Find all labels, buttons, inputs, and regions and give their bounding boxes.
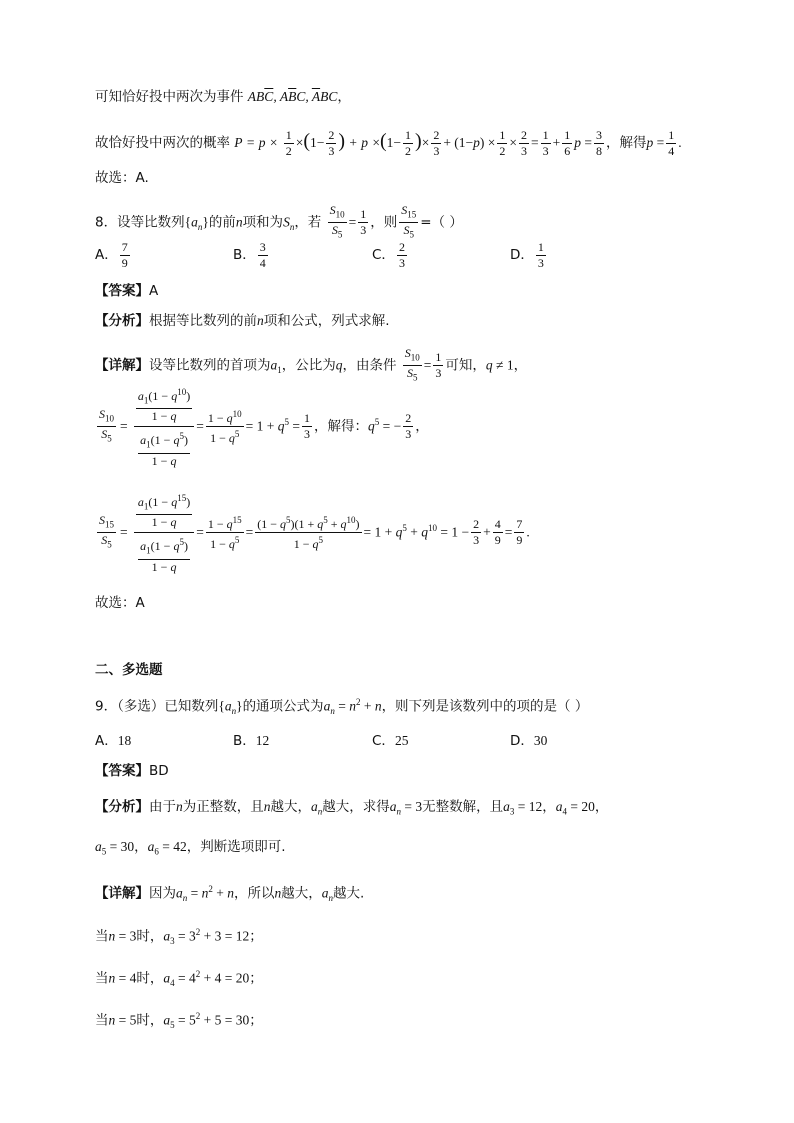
q9-stem: 9．（多选）已知数列$\{a_n\}$的通项公式为$a_n = n^2 + n$，则下列是该数列中的项的是（ ） <box>95 697 589 717</box>
q7-probability-line: 故恰好投中两次的概率 P = p × $\frac{1}{2}$ ×(1− $\frac{2}{3}$ ) + p ×(1− $\frac{1}{2}$ )× $\frac{2}{3}$ + (1−p) × $\frac{1}{2}$ × $\frac{2}{3}$ = $\frac{1}{3}$ + $\frac{1}{6}$ p = $\frac{3}{8}$ ，解得p = $\frac{1}{4}$ . <box>95 128 682 158</box>
q9-case-5: 当n = 5时，$a_5 = 5^2 + 5 = 30$； <box>95 1011 263 1031</box>
section-title: 二、多选题 <box>95 662 163 678</box>
q8-analysis-line: 【分析】根据等比数列的前n项和公式，列式求解. <box>95 313 390 329</box>
answer-tag: 【答案】 <box>95 763 149 779</box>
q9-analysis-line: 【分析】由于n为正整数，且n越大，$a_n$越大，求得$a_n = 3$无整数解，且$a_3 = 12$，$a_4 = 20$， <box>95 799 609 817</box>
q8-equation-2: $\frac{S_{15}}{S_5}$ = $\frac{\frac{a_1(1 - q^{15})}{1 - q}}{\frac{a_1(1 - q^5)}{1 - q}}$ = $\frac{1 - q^{15}}{1 - q^5}$ = $\frac{(1 - q^5)(1 + q^5 + q^{10})}{1 - q^5}$ = $1 + q^5 + q^{10} = 1$ − $\frac{2}{3}$ + $\frac{4}{9}$ = $\frac{7}{9}$ . <box>99 493 530 574</box>
q8-option-c[interactable]: C． $\frac{2}{3}$ <box>372 240 405 270</box>
q8-stem: 8．设等比数列$\{a_n\}$的前n项和为$S_n$，若 $\frac{S_{10}}{S_5}$ = $\frac{1}{3}$ ，则 $\frac{S_{15}}{S_5}$ =（ ） <box>95 203 463 240</box>
q9-option-d[interactable]: D．30 <box>510 733 548 749</box>
analysis-tag: 【分析】 <box>95 799 149 815</box>
q9-option-a[interactable]: A．18 <box>95 733 132 749</box>
detail-tag: 【详解】 <box>95 357 149 374</box>
q9-answer-line: 【答案】BD <box>95 763 169 779</box>
detail-tag: 【详解】 <box>95 885 149 902</box>
q8-detail-line: 【详解】设等比数列的首项为$a_1$，公比为q，由条件 $\frac{S_{10}}{S_5}$ = $\frac{1}{3}$ 可知，q ≠ 1， <box>95 346 528 383</box>
q9-option-c[interactable]: C．25 <box>372 733 409 749</box>
q9-detail-line: 【详解】因为$a_n = n^2 + n$，所以n越大，$a_n$越大. <box>95 884 365 904</box>
q9-case-3: 当n = 3时，$a_3 = 3^2 + 3 = 12$； <box>95 927 263 947</box>
q7-events-line: 可知恰好投中两次为事件 $AB\overline{C}$, $A\overline{B}C$, $\overline{A}BC$， <box>95 89 351 105</box>
q8-option-a[interactable]: A． $\frac{7}{9}$ <box>95 240 128 270</box>
answer-tag: 【答案】 <box>95 283 149 299</box>
q8-option-b[interactable]: B． $\frac{3}{4}$ <box>233 240 266 270</box>
q9-option-b[interactable]: B．12 <box>233 733 270 749</box>
q7-answer: 故选：A. <box>95 170 149 186</box>
q9-analysis-line-2: $a_5 = 30$，$a_6 = 42$，判断选项即可. <box>95 839 286 857</box>
q8-final-answer: 故选：A <box>95 595 145 611</box>
q8-equation-1: $\frac{S_{10}}{S_5}$ = $\frac{\frac{a_1(1 - q^{10})}{1 - q}}{\frac{a_1(1 - q^5)}{1 - q}}$ = $\frac{1 - q^{10}}{1 - q^5}$ = $1 + q^5$ = $\frac{1}{3}$ ，解得：$q^5$ = − $\frac{2}{3}$ ， <box>99 387 429 468</box>
analysis-tag: 【分析】 <box>95 313 149 329</box>
q9-case-4: 当n = 4时，$a_4 = 4^2 + 4 = 20$； <box>95 969 263 989</box>
q8-answer-line: 【答案】A <box>95 283 159 299</box>
q8-option-d[interactable]: D． $\frac{1}{3}$ <box>510 240 544 270</box>
